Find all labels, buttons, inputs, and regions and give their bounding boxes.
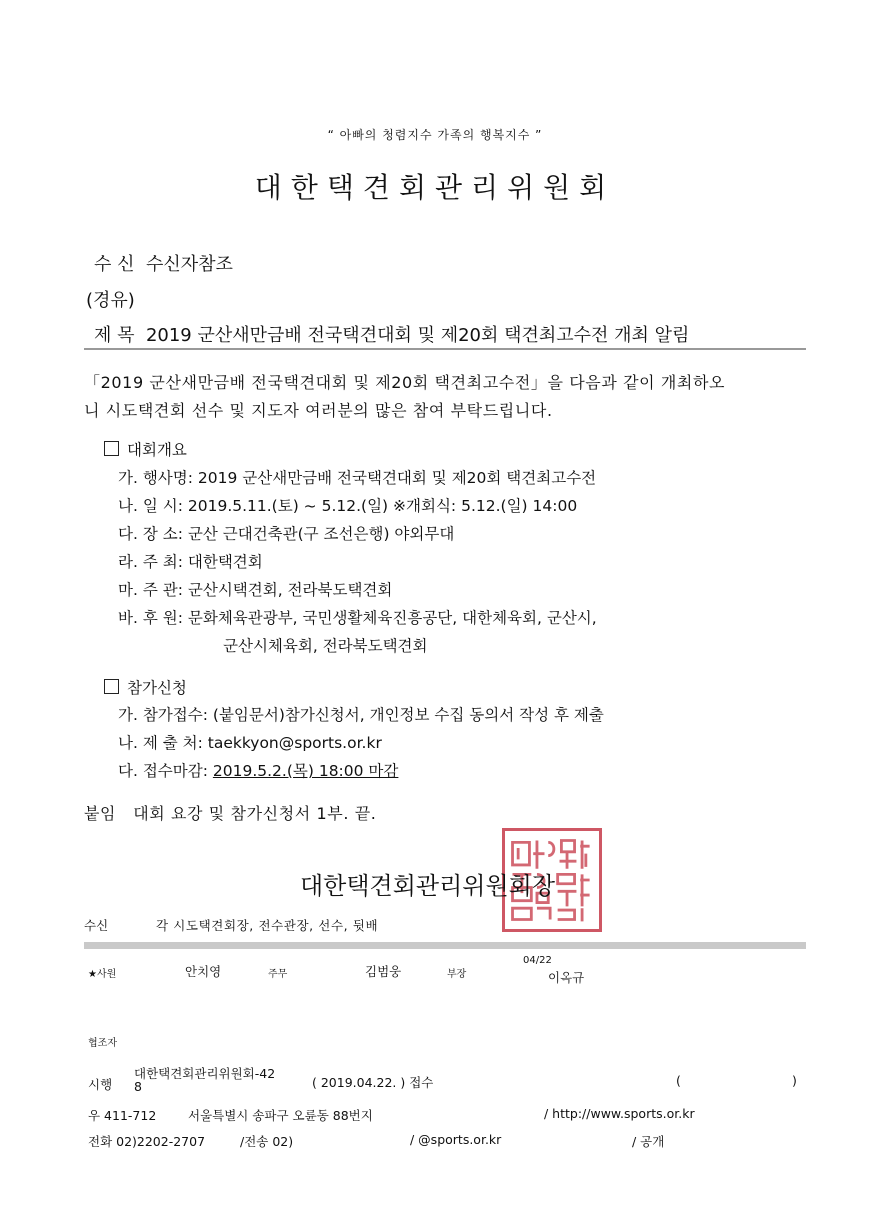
approver-role-1: ★사원 — [88, 969, 117, 980]
footer-divider — [84, 942, 806, 949]
document-number-line-2: 8 — [134, 1079, 142, 1094]
section1-heading — [104, 438, 187, 460]
motto: “ 아빠의 청렴지수 가족의 행복지수 ” — [327, 128, 543, 142]
sponsor-continuation: 군산시체육회, 전라북도택견회 — [223, 637, 428, 655]
intro-line-1: 「2019 군산새만금배 전국택견대회 및 제20회 택견최고수전」을 다음과 같이 개최하오 — [84, 373, 726, 392]
section1-item — [118, 578, 392, 600]
section2-heading — [104, 676, 187, 698]
cooperator-label: 협조자 — [88, 1038, 117, 1049]
square-bullet-icon — [104, 441, 119, 456]
attachment-label: 붙임 — [84, 804, 117, 823]
receipt-close-paren: ) — [792, 1073, 797, 1088]
subject-divider — [84, 348, 806, 350]
approver-name-1: 안치영 — [185, 964, 222, 979]
item-value: (붙임문서)참가신청서, 개인정보 수집 동의서 작성 후 제출 — [212, 706, 604, 724]
contact-email: / @sports.or.kr — [410, 1132, 502, 1147]
item-label: 나. 일 시: — [118, 497, 183, 515]
section2-item — [118, 731, 382, 753]
approver-date-3: 04/22 — [523, 955, 552, 966]
recipient-value: 수신자참조 — [145, 254, 233, 275]
attachment-line — [84, 801, 376, 824]
item-value: 대한택견회 — [187, 553, 263, 571]
item-label: 다. 장 소: — [118, 525, 183, 543]
disclosure-status: / 공개 — [632, 1134, 665, 1149]
enforcement-date: ( 2019.04.22. ) 접수 — [312, 1075, 434, 1090]
subject-line — [94, 321, 689, 347]
website-url: / http://www.sports.or.kr — [544, 1106, 695, 1121]
item-value: 2019.5.11.(토) ~ 5.12.(일) ※개회식: 5.12.(일) 14:00 — [187, 497, 578, 515]
sender-title: 대한택견회관리위원회장 — [300, 872, 556, 900]
item-label: 마. 주 관: — [118, 581, 183, 599]
distribution-value: 각 시도택견회장, 전수관장, 선수, 뒷배 — [156, 918, 379, 933]
distribution-label: 수신 — [84, 918, 109, 933]
intro-line-2: 니 시도택견회 선수 및 지도자 여러분의 많은 참여 부탁드립니다. — [84, 401, 553, 420]
approver-name-2: 김범웅 — [365, 964, 402, 979]
section1-item — [118, 522, 454, 544]
section1-item — [118, 466, 596, 488]
section2-item — [118, 703, 604, 725]
deadline-value: 2019.5.2.(목) 18:00 마감 — [212, 762, 399, 780]
street-address: 서울특별시 송파구 오륜동 88번지 — [188, 1108, 373, 1123]
via-line: (경유) — [86, 290, 135, 311]
item-label: 나. 제 출 처: — [118, 734, 203, 752]
square-bullet-icon — [104, 679, 119, 694]
item-value: 2019 군산새만금배 전국택견대회 및 제20회 택견최고수전 — [197, 469, 597, 487]
section1-item — [118, 494, 577, 516]
subject-value: 2019 군산새만금배 전국택견대회 및 제20회 택견최고수전 개최 알림 — [145, 325, 690, 346]
document-number-line-1: 대한택견회관리위원회-42 — [134, 1066, 276, 1081]
section2-title: 참가신청 — [127, 679, 187, 697]
phone-number: 전화 02)2202-2707 — [88, 1134, 206, 1149]
item-value: 군산 근대건축관(구 조선은행) 야외무대 — [187, 525, 455, 543]
item-label: 다. 접수마감: — [118, 762, 208, 780]
item-label: 바. 후 원: — [118, 609, 183, 627]
section1-item — [118, 606, 597, 628]
fax-number: /전송 02) — [240, 1134, 294, 1149]
enforcement-label: 시행 — [88, 1077, 113, 1092]
section2-item — [118, 759, 398, 781]
item-label: 가. 행사명: — [118, 469, 193, 487]
org-title: 대한택견회관리위원회 — [254, 171, 616, 204]
item-label: 가. 참가접수: — [118, 706, 208, 724]
approver-role-3: 부장 — [447, 969, 467, 980]
approver-name-3: 이옥규 — [548, 970, 585, 985]
receipt-open-paren: ( — [676, 1073, 681, 1088]
section1-title: 대회개요 — [127, 441, 187, 459]
item-label: 라. 주 최: — [118, 553, 183, 571]
item-value: 군산시택견회, 전라북도택견회 — [187, 581, 393, 599]
subject-label: 제 목 — [94, 325, 135, 346]
recipient-label: 수 신 — [94, 254, 135, 275]
submission-email: taekkyon@sports.or.kr — [207, 734, 382, 752]
section1-item — [118, 550, 263, 572]
item-value: 문화체육관광부, 국민생활체육진흥공단, 대한체육회, 군산시, — [187, 609, 597, 627]
recipient-line — [94, 250, 233, 276]
attachment-value: 대회 요강 및 참가신청서 1부. 끝. — [133, 804, 377, 823]
zip-code: 우 411-712 — [88, 1108, 157, 1123]
approver-role-2: 주무 — [268, 969, 288, 980]
